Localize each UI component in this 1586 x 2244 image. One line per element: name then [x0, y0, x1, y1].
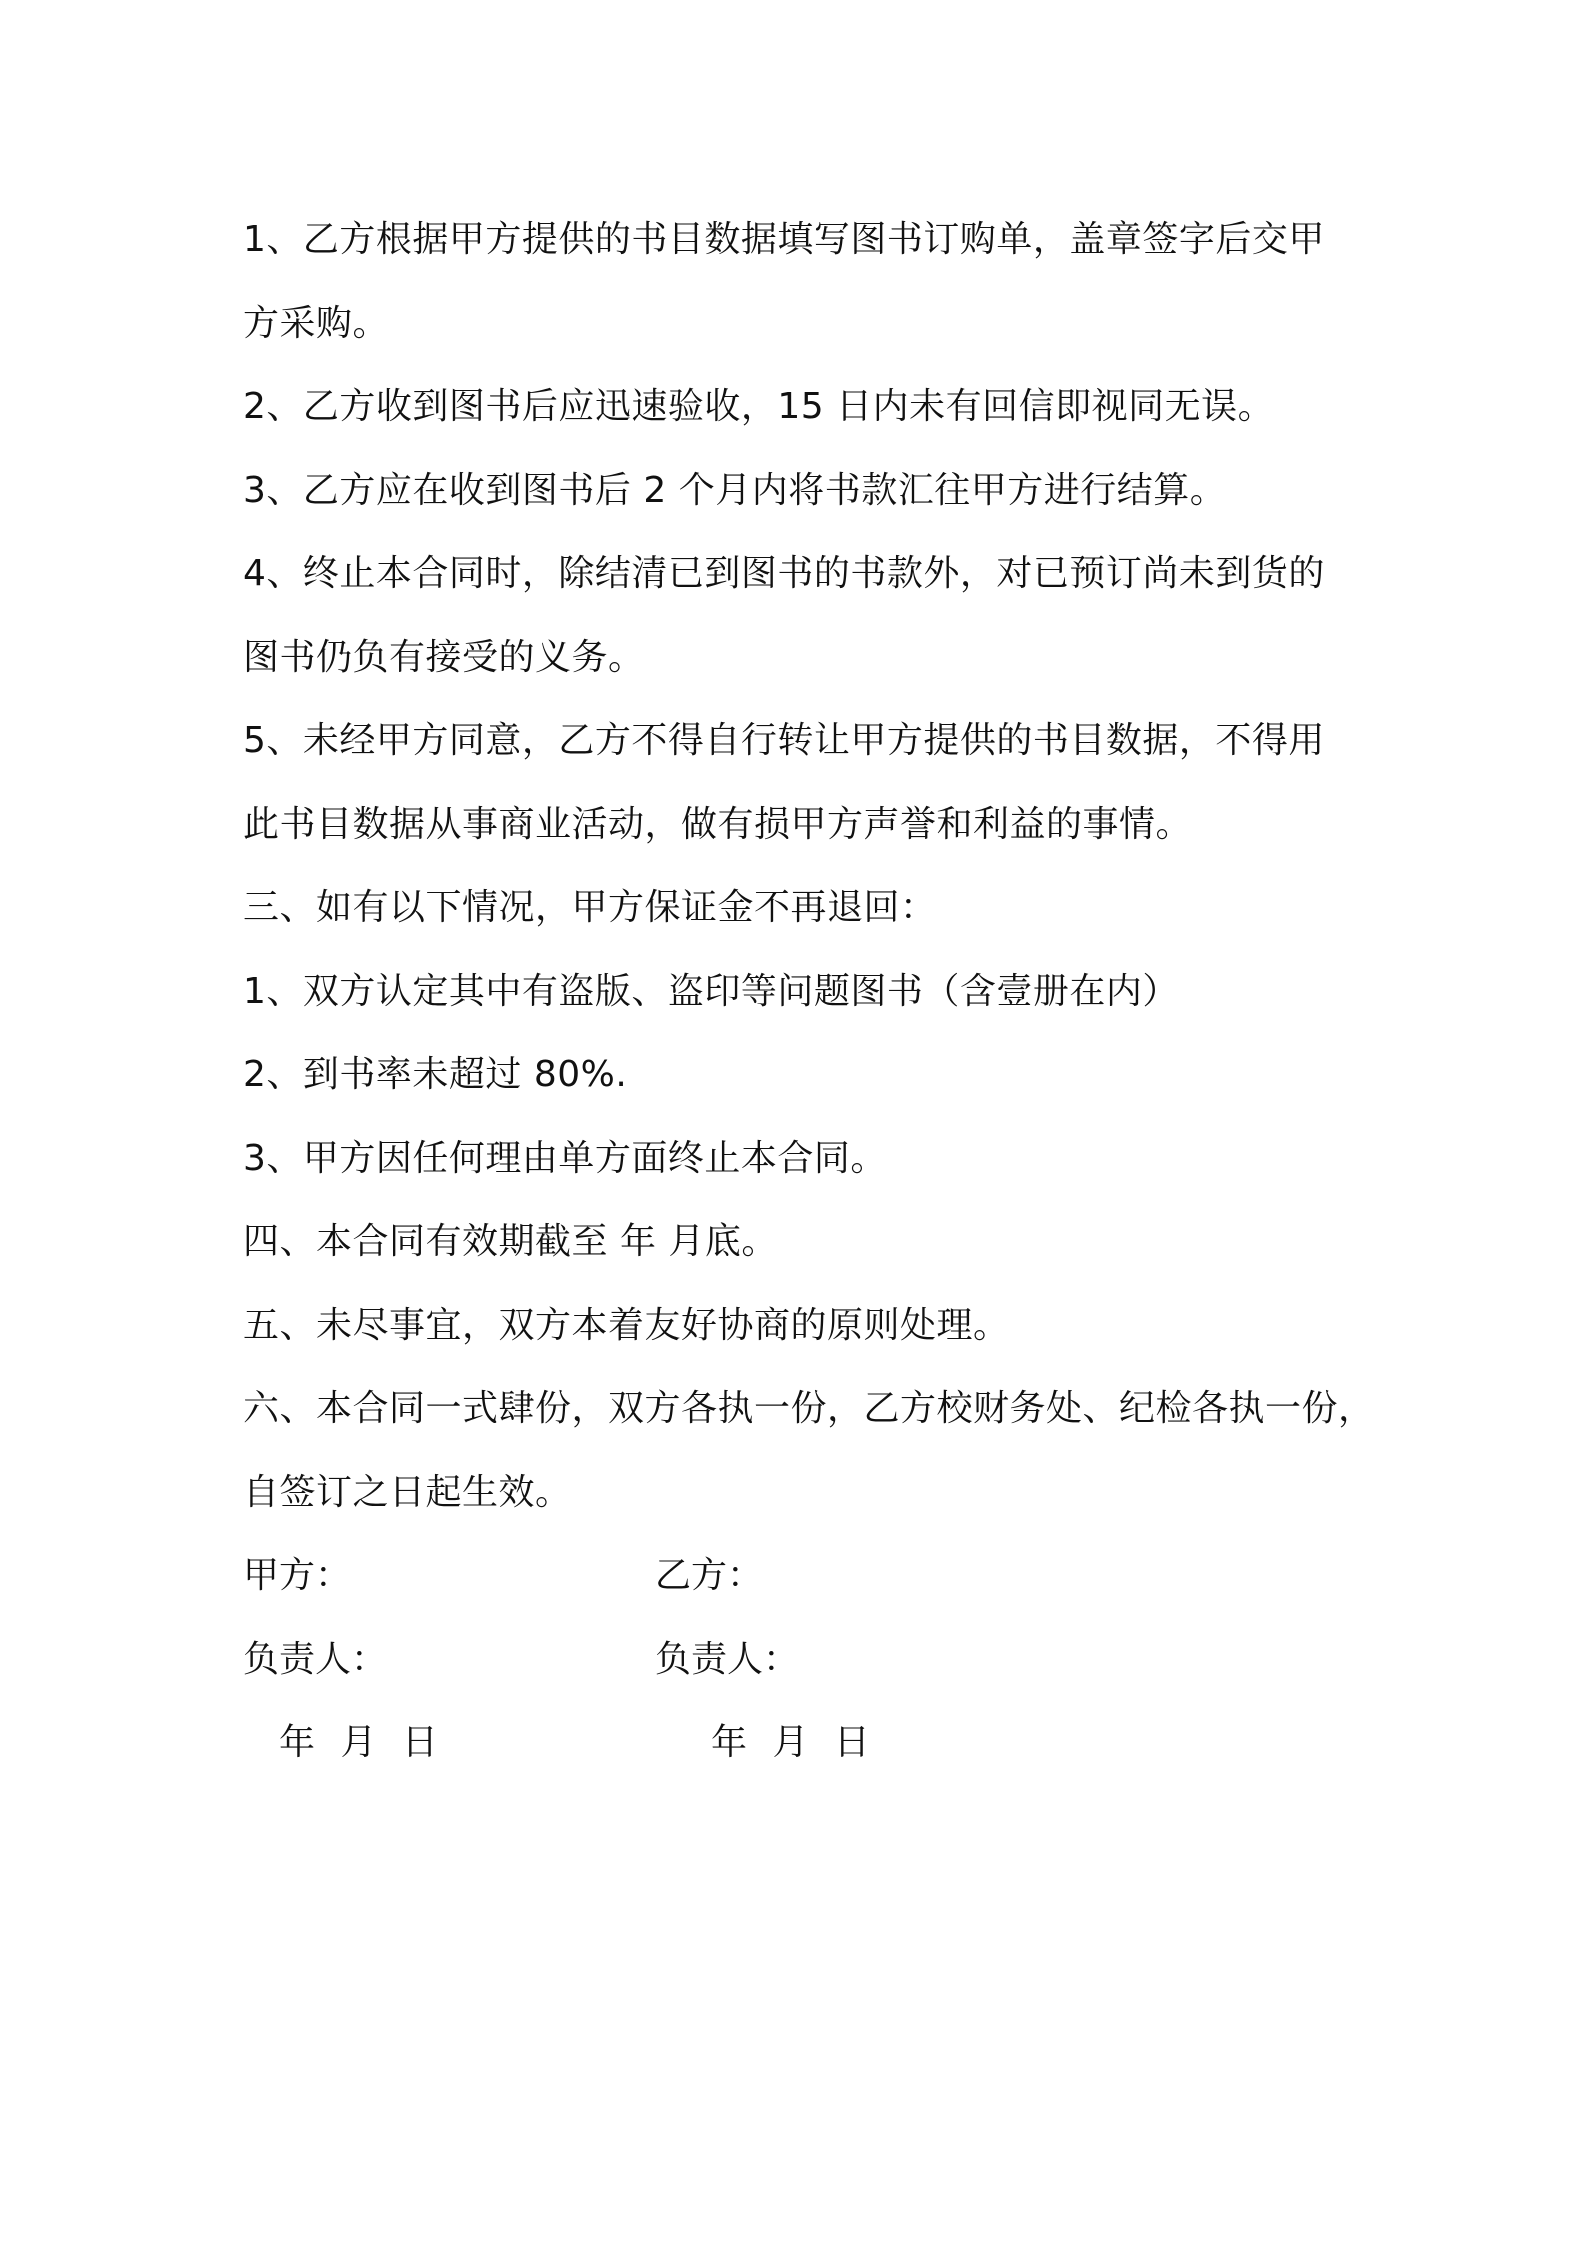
clause-line: 自签订之日起生效。 — [243, 1471, 572, 1513]
section-heading: 五、未尽事宜，双方本着友好协商的原则处理。 — [243, 1304, 1010, 1346]
party-a-label: 甲方： — [243, 1555, 352, 1596]
clause-line: 2、乙方收到图书后应迅速验收，15 日内未有回信即视同无误。 — [243, 386, 1275, 427]
clause-line: 1、乙方根据甲方提供的书目数据填写图书订购单，盖章签字后交甲 — [243, 219, 1325, 260]
section-heading: 四、本合同有效期截至 年 月底。 — [243, 1221, 778, 1262]
date-row — [243, 1701, 1363, 1785]
contract-body — [243, 198, 1375, 1785]
clause-line: 4、终止本合同时，除结清已到图书的书款外，对已预订尚未到货的 — [243, 553, 1325, 594]
section-heading: 三、如有以下情况，甲方保证金不再退回： — [243, 887, 937, 928]
clause-line: 图书仍负有接受的义务。 — [243, 636, 645, 678]
clause-line: 此书目数据从事商业活动，做有损甲方声誉和利益的事情。 — [243, 803, 1193, 845]
clause-line: 1、双方认定其中有盗版、盗印等问题图书（含壹册在内） — [243, 970, 1179, 1012]
section-heading: 六、本合同一式肆份，双方各执一份，乙方校财务处、纪检各执一份， — [243, 1388, 1375, 1429]
responsible-a-label: 负责人： — [243, 1638, 388, 1680]
responsible-row — [243, 1618, 1363, 1702]
responsible-b-label: 负责人： — [655, 1638, 800, 1680]
party-row — [243, 1534, 1363, 1618]
clause-line: 2、到书率未超过 80%. — [243, 1054, 628, 1095]
date-b: 年 月 日 — [711, 1722, 870, 1763]
clause-line: 3、乙方应在收到图书后 2 个月内将书款汇往甲方进行结算。 — [243, 469, 1227, 511]
party-b-label: 乙方： — [655, 1555, 764, 1596]
clause-line: 5、未经甲方同意，乙方不得自行转让甲方提供的书目数据，不得用 — [243, 720, 1325, 761]
clause-line: 方采购。 — [243, 302, 390, 344]
clause-line: 3、甲方因任何理由单方面终止本合同。 — [243, 1137, 887, 1179]
date-a: 年 月 日 — [279, 1722, 438, 1763]
